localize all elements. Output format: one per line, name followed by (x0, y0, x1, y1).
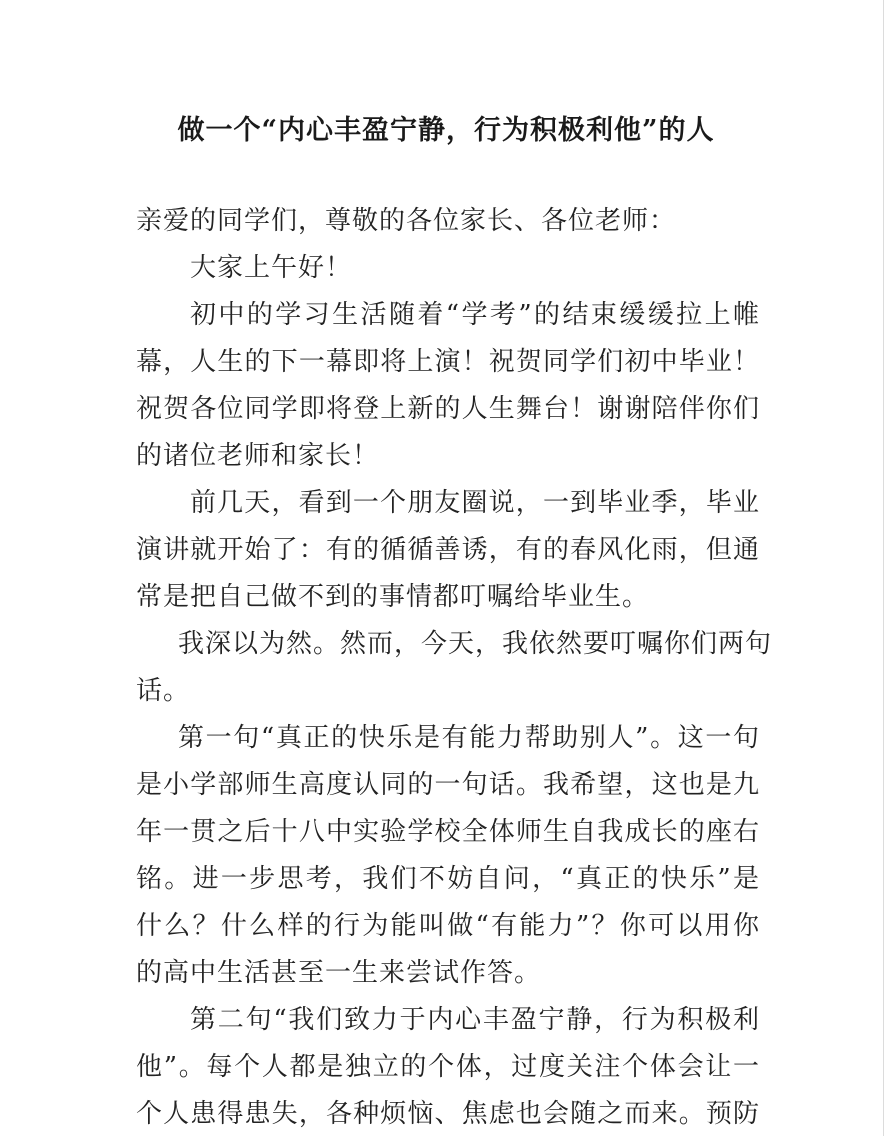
paragraph-1-line-2: 幕，人生的下一幕即将上演！祝贺同学们初中毕业！ (136, 347, 760, 377)
greeting-line: 大家上午好！ (190, 253, 353, 283)
paragraph-1-line-1: 初中的学习生活随着“学考”的结束缓缓拉上帷 (190, 300, 760, 330)
paragraph-4-line-3: 年一贯之后十八中实验学校全体师生自我成长的座右 (136, 817, 760, 847)
paragraph-1-line-4: 的诸位老师和家长！ (136, 441, 380, 471)
paragraph-4-line-4: 铭。进一步思考，我们不妨自问，“真正的快乐”是 (136, 864, 760, 894)
paragraph-1-line-3: 祝贺各位同学即将登上新的人生舞台！谢谢陪伴你们 (136, 394, 760, 424)
paragraph-2-line-1: 前几天，看到一个朋友圈说，一到毕业季，毕业 (190, 488, 760, 518)
paragraph-4-line-2: 是小学部师生高度认同的一句话。我希望，这也是九 (136, 770, 760, 800)
salutation-line: 亲爱的同学们，尊敬的各位家长、各位老师： (136, 206, 677, 236)
paragraph-2-line-2: 演讲就开始了：有的循循善诱，有的春风化雨，但通 (136, 535, 760, 565)
document-title: 做一个“内心丰盈宁静，行为积极利他”的人 (177, 115, 715, 146)
paragraph-5-line-3: 个人患得患失，各种烦恼、焦虑也会随之而来。预防 (136, 1099, 760, 1129)
page-edge-divider (883, 0, 884, 1136)
paragraph-4-line-6: 的高中生活甚至一生来尝试作答。 (136, 958, 542, 988)
paragraph-4-line-5: 什么？什么样的行为能叫做“有能力”？你可以用你 (136, 911, 760, 941)
paragraph-4-line-1: 第一句“真正的快乐是有能力帮助别人”。这一句 (178, 723, 760, 753)
document-body (136, 198, 773, 1138)
paragraph-5-line-1: 第二句“我们致力于内心丰盈宁静，行为积极利 (190, 1005, 760, 1035)
paragraph-5-line-2: 他”。每个人都是独立的个体，过度关注个体会让一 (136, 1052, 760, 1082)
paragraph-3-line-1: 我深以为然。然而，今天，我依然要叮嘱你们两句 (178, 629, 773, 659)
paragraph-3-line-2: 话。 (136, 676, 191, 706)
paragraph-2-line-3: 常是把自己做不到的事情都叮嘱给毕业生。 (136, 582, 650, 612)
